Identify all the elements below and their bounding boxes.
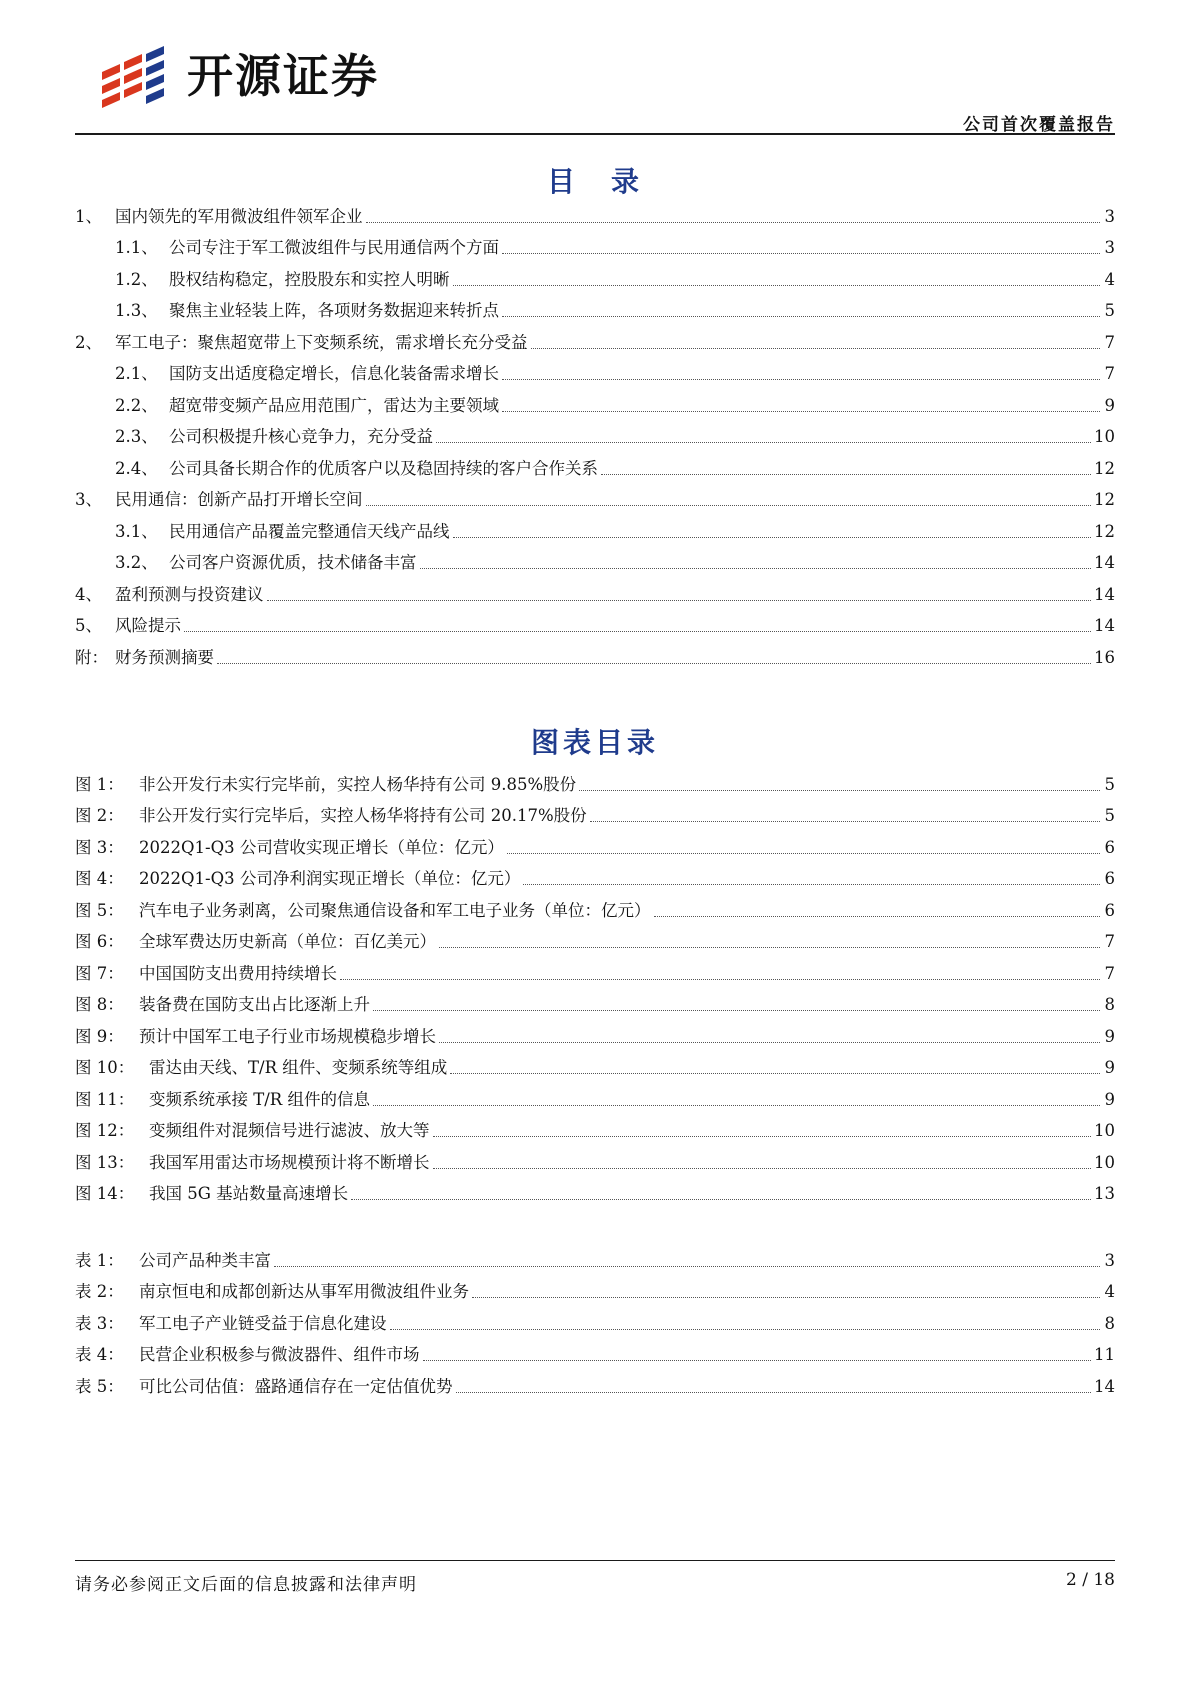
toc-entry-number: 1.3、 <box>115 301 158 320</box>
toc-entry-number: 2.2、 <box>115 395 158 415</box>
figure-entry-number: 图 10： <box>75 1058 135 1077</box>
figure-list <box>75 764 1115 1205</box>
toc-entry[interactable] <box>75 354 1115 386</box>
figure-entry-number: 图 9： <box>75 1026 124 1046</box>
toc-entry[interactable] <box>75 511 1115 543</box>
toc-entry-page: 10 <box>1094 427 1115 446</box>
dot-leader <box>472 1297 1100 1298</box>
dot-leader <box>366 222 1101 223</box>
figure-entry-title: 全球军费达历史新高（单位：百亿美元） <box>139 932 436 951</box>
dot-leader <box>373 1105 1100 1106</box>
figure-entry[interactable] <box>75 1079 1115 1111</box>
toc-entry-number: 3.2、 <box>115 553 158 572</box>
figure-entry-title: 2022Q1-Q3 公司营收实现正增长（单位：亿元） <box>139 837 504 857</box>
toc-entry-page: 16 <box>1094 647 1115 667</box>
toc-entry[interactable] <box>75 448 1115 480</box>
dot-leader <box>423 1360 1092 1361</box>
dot-leader <box>420 568 1092 569</box>
figure-entry-title: 我国军用雷达市场规模预计将不断增长 <box>149 1152 430 1172</box>
figure-entry[interactable] <box>75 1174 1115 1206</box>
figure-entry-title: 变频组件对混频信号进行滤波、放大等 <box>149 1121 430 1140</box>
table-entry-number: 表 2： <box>75 1282 124 1301</box>
table-entry-page: 14 <box>1094 1376 1115 1396</box>
toc-entry[interactable] <box>75 259 1115 291</box>
dot-leader <box>590 821 1100 822</box>
figure-entry-title: 变频系统承接 T/R 组件的信息 <box>149 1089 370 1109</box>
toc-entry[interactable] <box>75 606 1115 638</box>
dot-leader <box>436 442 1091 443</box>
toc-entry-page: 14 <box>1094 616 1115 635</box>
table-entry[interactable] <box>75 1303 1115 1335</box>
toc-entry-number: 1.1、 <box>115 238 158 257</box>
figure-entry[interactable] <box>75 1142 1115 1174</box>
toc-entry-title: 公司专注于军工微波组件与民用通信两个方面 <box>169 238 499 257</box>
toc-entry-title: 超宽带变频产品应用范围广，雷达为主要领域 <box>169 395 499 415</box>
table-entry-number: 表 4： <box>75 1345 124 1364</box>
figure-entry-title: 我国 5G 基站数量高速增长 <box>149 1184 349 1203</box>
figure-entry-title: 装备费在国防支出占比逐渐上升 <box>139 995 370 1014</box>
figure-entry-page: 13 <box>1094 1184 1115 1203</box>
toc-entry-title: 财务预测摘要 <box>115 647 214 667</box>
table-entry[interactable] <box>75 1240 1115 1272</box>
dot-leader <box>373 1010 1100 1011</box>
toc-entry[interactable] <box>75 574 1115 606</box>
toc-entry-page: 3 <box>1104 238 1115 257</box>
toc-entry-title: 国内领先的军用微波组件领军企业 <box>115 206 363 226</box>
toc-entry-title: 公司具备长期合作的优质客户以及稳固持续的客户合作关系 <box>169 458 598 478</box>
page-number: 2 / 18 <box>1066 1570 1115 1590</box>
figure-entry[interactable] <box>75 1016 1115 1048</box>
toc-entry-number: 1、 <box>75 206 102 226</box>
figure-entry[interactable] <box>75 985 1115 1017</box>
toc-entry-number: 3.1、 <box>115 521 158 541</box>
dot-leader <box>433 1136 1092 1137</box>
dot-leader <box>523 884 1100 885</box>
toc-entry-title: 国防支出适度稳定增长，信息化装备需求增长 <box>169 364 499 383</box>
table-entry-number: 表 3： <box>75 1313 124 1333</box>
figure-entry[interactable] <box>75 796 1115 828</box>
figure-entry[interactable] <box>75 953 1115 985</box>
page-header <box>75 38 1115 133</box>
table-entry-page: 11 <box>1094 1345 1115 1364</box>
figure-entry-page: 9 <box>1104 1089 1115 1109</box>
figure-entry-title: 汽车电子业务剥离，公司聚焦通信设备和军工电子业务（单位：亿元） <box>139 900 651 920</box>
figure-entry-number: 图 2： <box>75 806 124 825</box>
figure-entry-page: 8 <box>1104 995 1115 1014</box>
toc-list <box>75 196 1115 669</box>
toc-entry-title: 风险提示 <box>115 616 181 635</box>
table-entry-number: 表 1： <box>75 1250 124 1270</box>
toc-title: 目 录 <box>546 165 643 198</box>
figure-entry-number: 图 11： <box>75 1089 135 1109</box>
toc-entry-number: 5、 <box>75 616 102 635</box>
dot-leader <box>502 253 1100 254</box>
figure-entry-page: 5 <box>1104 774 1115 794</box>
toc-entry[interactable] <box>75 322 1115 354</box>
dot-leader <box>366 505 1092 506</box>
dot-leader <box>502 411 1100 412</box>
toc-entry[interactable] <box>75 196 1115 228</box>
figure-entry-title: 非公开发行未实行完毕前，实控人杨华持有公司 9.85%股份 <box>139 774 577 794</box>
table-entry[interactable] <box>75 1272 1115 1304</box>
toc-entry-page: 12 <box>1094 490 1115 509</box>
toc-entry-page: 5 <box>1104 301 1115 320</box>
toc-entry-title: 军工电子：聚焦超宽带上下变频系统，需求增长充分受益 <box>115 332 528 352</box>
table-entry-page: 8 <box>1104 1313 1115 1333</box>
toc-entry-title: 公司积极提升核心竞争力，充分受益 <box>169 427 433 446</box>
table-entry-page: 4 <box>1104 1282 1115 1301</box>
dot-leader <box>502 379 1100 380</box>
dot-leader <box>274 1266 1100 1267</box>
dot-leader <box>579 790 1100 791</box>
figure-entry-page: 7 <box>1104 963 1115 983</box>
dot-leader <box>601 474 1091 475</box>
dot-leader <box>502 316 1100 317</box>
table-entry-number: 表 5： <box>75 1376 124 1396</box>
figure-entry-page: 5 <box>1104 806 1115 825</box>
dot-leader <box>453 537 1092 538</box>
header-divider <box>75 133 1115 135</box>
brand-name: 开源证券 <box>187 49 379 103</box>
toc-entry-title: 股权结构稳定，控股股东和实控人明晰 <box>169 269 450 289</box>
figure-entry[interactable] <box>75 890 1115 922</box>
figure-entry-number: 图 12： <box>75 1121 135 1140</box>
kaiyuan-logo-icon <box>100 42 180 110</box>
dot-leader <box>439 1042 1100 1043</box>
dot-leader <box>433 1168 1092 1169</box>
dot-leader <box>507 853 1100 854</box>
toc-entry-page: 7 <box>1104 364 1115 383</box>
figure-entry-title: 雷达由天线、T/R 组件、变频系统等组成 <box>149 1058 448 1077</box>
table-entry-title: 军工电子产业链受益于信息化建设 <box>139 1313 387 1333</box>
figures-title: 图表目录 <box>530 726 659 759</box>
figure-entry-number: 图 8： <box>75 995 124 1014</box>
figure-entry-page: 9 <box>1104 1058 1115 1077</box>
figure-entry-number: 图 5： <box>75 900 124 920</box>
toc-entry-title: 民用通信产品覆盖完整通信天线产品线 <box>169 521 450 541</box>
toc-entry-title: 公司客户资源优质，技术储备丰富 <box>169 553 417 572</box>
toc-entry-page: 14 <box>1094 553 1115 572</box>
figure-entry-page: 6 <box>1104 869 1115 888</box>
figure-entry[interactable] <box>75 764 1115 796</box>
figure-entry-page: 7 <box>1104 932 1115 951</box>
figure-entry-page: 10 <box>1094 1152 1115 1172</box>
table-entry-title: 可比公司估值：盛路通信存在一定估值优势 <box>139 1376 453 1396</box>
report-type: 公司首次覆盖报告 <box>963 115 1115 135</box>
toc-entry-page: 12 <box>1094 521 1115 541</box>
figure-entry-title: 2022Q1-Q3 公司净利润实现正增长（单位：亿元） <box>139 869 521 888</box>
figure-entry-page: 6 <box>1104 837 1115 857</box>
table-entry-title: 公司产品种类丰富 <box>139 1250 271 1270</box>
toc-entry-title: 盈利预测与投资建议 <box>115 584 264 604</box>
figure-entry-title: 非公开发行实行完毕后，实控人杨华将持有公司 20.17%股份 <box>139 806 587 825</box>
toc-entry-page: 12 <box>1094 458 1115 478</box>
table-entry-title: 南京恒电和成都创新达从事军用微波组件业务 <box>139 1282 469 1301</box>
footer-disclaimer: 请务必参阅正文后面的信息披露和法律声明 <box>75 1575 417 1595</box>
toc-entry-number: 2.1、 <box>115 364 158 383</box>
toc-entry[interactable] <box>75 480 1115 512</box>
toc-entry-number: 4、 <box>75 584 102 604</box>
toc-entry-page: 7 <box>1104 332 1115 352</box>
dot-leader <box>217 663 1091 664</box>
toc-entry-title: 聚焦主业轻装上阵，各项财务数据迎来转折点 <box>169 301 499 320</box>
figure-entry-number: 图 3： <box>75 837 124 857</box>
table-entry[interactable] <box>75 1366 1115 1398</box>
table-entry[interactable] <box>75 1335 1115 1367</box>
figure-entry-number: 图 7： <box>75 963 124 983</box>
figure-entry-title: 预计中国军工电子行业市场规模稳步增长 <box>139 1026 436 1046</box>
figure-entry[interactable] <box>75 859 1115 891</box>
dot-leader <box>340 979 1100 980</box>
figure-entry-page: 9 <box>1104 1026 1115 1046</box>
figure-entry-page: 10 <box>1094 1121 1115 1140</box>
toc-entry-page: 3 <box>1104 206 1115 226</box>
toc-entry[interactable] <box>75 637 1115 669</box>
toc-entry-number: 2、 <box>75 332 102 352</box>
figure-entry-number: 图 13： <box>75 1152 135 1172</box>
toc-entry-page: 4 <box>1104 269 1115 289</box>
dot-leader <box>184 631 1091 632</box>
toc-entry-number: 附： <box>75 647 108 667</box>
dot-leader <box>351 1199 1091 1200</box>
table-entry-page: 3 <box>1104 1250 1115 1270</box>
dot-leader <box>531 348 1101 349</box>
table-entry-title: 民营企业积极参与微波器件、组件市场 <box>139 1345 420 1364</box>
toc-entry-number: 2.4、 <box>115 458 158 478</box>
toc-entry-page: 9 <box>1104 395 1115 415</box>
toc-entry-title: 民用通信：创新产品打开增长空间 <box>115 490 363 509</box>
figure-entry[interactable] <box>75 922 1115 954</box>
dot-leader <box>439 947 1100 948</box>
figure-entry[interactable] <box>75 827 1115 859</box>
toc-entry[interactable] <box>75 291 1115 323</box>
toc-entry[interactable] <box>75 385 1115 417</box>
toc-entry-page: 14 <box>1094 584 1115 604</box>
dot-leader <box>390 1329 1101 1330</box>
dot-leader <box>450 1073 1100 1074</box>
figure-entry-number: 图 4： <box>75 869 124 888</box>
dot-leader <box>654 916 1101 917</box>
figure-entry-number: 图 6： <box>75 932 124 951</box>
figure-entry[interactable] <box>75 1111 1115 1143</box>
toc-entry-number: 2.3、 <box>115 427 158 446</box>
figure-entry-number: 图 1： <box>75 774 124 794</box>
figure-entry-page: 6 <box>1104 900 1115 920</box>
table-list <box>75 1240 1115 1398</box>
toc-entry-number: 3、 <box>75 490 102 509</box>
dot-leader <box>453 285 1101 286</box>
footer-divider <box>75 1560 1115 1561</box>
figure-entry[interactable] <box>75 1048 1115 1080</box>
figure-entry-number: 图 14： <box>75 1184 135 1203</box>
figure-entry-title: 中国国防支出费用持续增长 <box>139 963 337 983</box>
toc-entry[interactable] <box>75 228 1115 260</box>
dot-leader <box>267 600 1092 601</box>
toc-entry[interactable] <box>75 417 1115 449</box>
dot-leader <box>456 1392 1092 1393</box>
toc-entry-number: 1.2、 <box>115 269 158 289</box>
toc-entry[interactable] <box>75 543 1115 575</box>
